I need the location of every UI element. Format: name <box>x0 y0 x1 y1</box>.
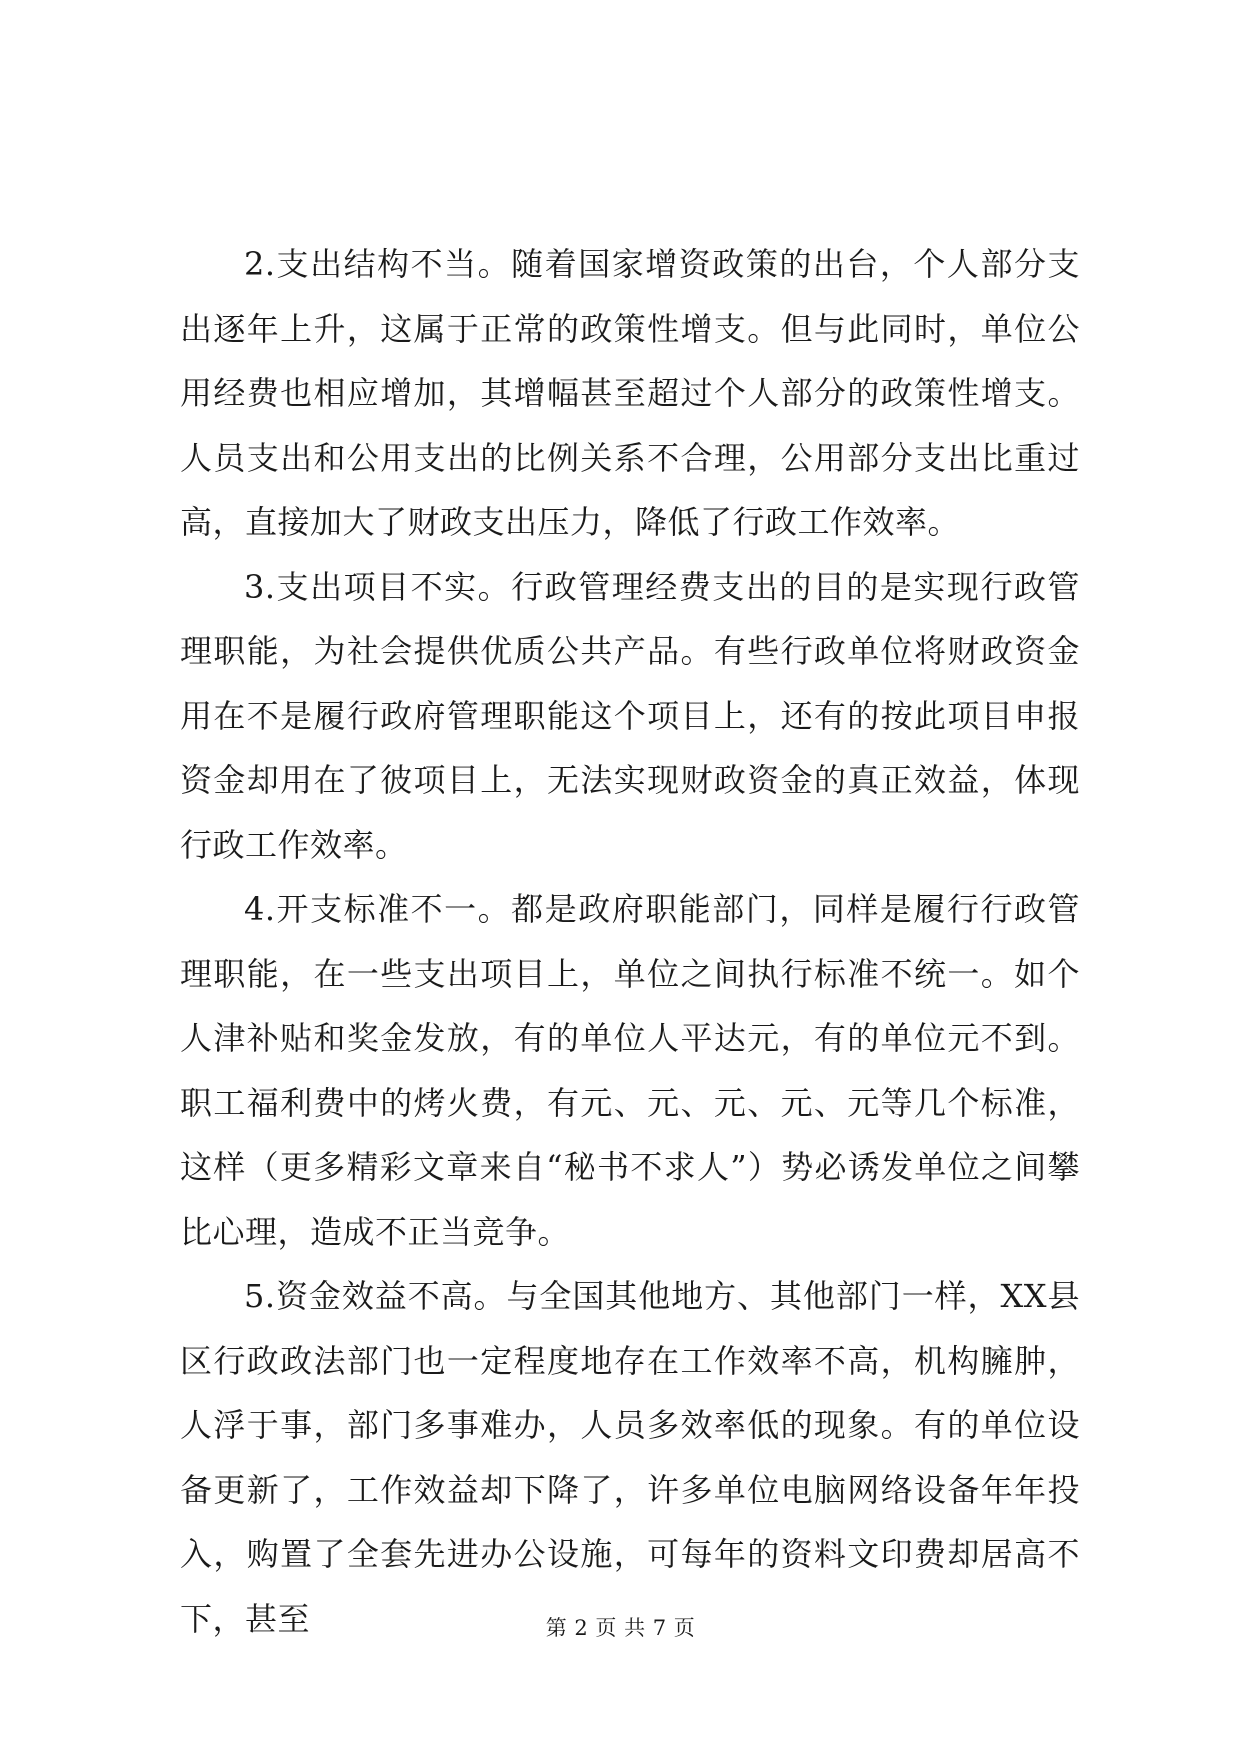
paragraph-fund-efficiency: 5.资金效益不高。与全国其他地方、其他部门一样，XX县区行政政法部门也一定程度地存在工作效率不高，机构臃肿，人浮于事，部门多事难办，人员多效率低的现象。有的单位设备更新了，工作效益却下降了，许多单位电脑网络设备年年投入，购置了全套先进办公设施，可每年的资料文印费却居高不下，甚至 <box>180 1277 1080 1638</box>
paragraph-expenditure-items: 3.支出项目不实。行政管理经费支出的目的是实现行政管理职能，为社会提供优质公共产品。有些行政单位将财政资金用在不是履行政府管理职能这个项目上，还有的按此项目申报资金却用在了彼项目上，无法实现财政资金的真正效益，体现行政工作效率。 <box>180 567 1080 864</box>
paragraph-spending-standards: 4.开支标准不一。都是政府职能部门，同样是履行行政管理职能，在一些支出项目上，单位之间执行标准不统一。如个人津补贴和奖金发放，有的单位人平达元，有的单位元不到。职工福利费中的烤火费，有元、元、元、元、元等几个标准，这样（更多精彩文章来自“秘书不求人”）势必诱发单位之间攀比心理，造成不正当竞争。 <box>180 890 1080 1251</box>
document-body <box>180 232 1080 1651</box>
paragraph-expenditure-structure: 2.支出结构不当。随着国家增资政策的出台，个人部分支出逐年上升，这属于正常的政策性增支。但与此同时，单位公用经费也相应增加，其增幅甚至超过个人部分的政策性增支。人员支出和公用支出的比例关系不合理，公用部分支出比重过高，直接加大了财政支出压力，降低了行政工作效率。 <box>180 245 1080 541</box>
page-number-footer: 第 2 页 共 7 页 <box>545 1616 696 1640</box>
